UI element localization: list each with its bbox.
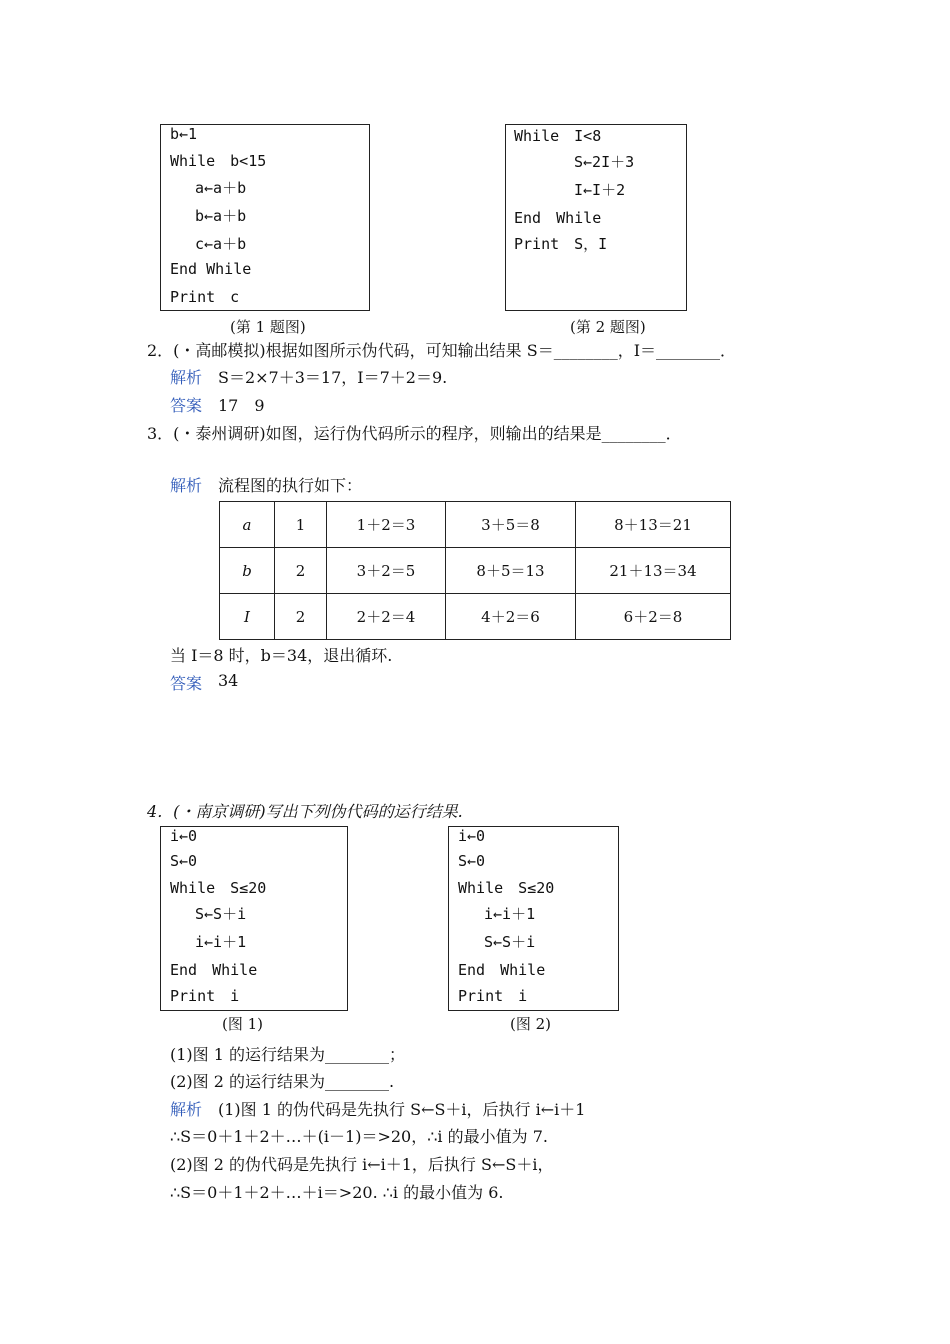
code-line: b←a＋b (195, 207, 247, 225)
code-line: i←0 (458, 827, 486, 845)
question-2: 2．(・高邮模拟)根据如图所示伪代码，可知输出结果 S＝________，I＝________． (147, 341, 737, 360)
code-line: End While (170, 260, 252, 278)
table-cell: 6＋2＝8 (576, 594, 731, 640)
analysis-line: (2)图 2 的伪代码是先执行 i←i＋1，后执行 S←S＋i， (170, 1155, 554, 1174)
code-line: I←I＋2 (574, 181, 626, 199)
table-cell: 2 (275, 548, 327, 594)
table-cell: 4＋2＝6 (446, 594, 576, 640)
code-line: End While (514, 209, 602, 227)
q4-figure-2-caption: (图 2) (510, 1015, 552, 1033)
code-line: S←0 (170, 852, 198, 870)
code-line: While S≤20 (170, 879, 267, 897)
code-line: End While (458, 961, 546, 979)
code-line: End While (170, 961, 258, 979)
table-row (220, 548, 731, 594)
analysis-label: 解析 (170, 476, 203, 495)
code-line: S←0 (458, 852, 486, 870)
part-1-prompt: (1)图 1 的运行结果为________； (170, 1045, 406, 1064)
code-line: Print c (170, 288, 240, 306)
table-row (220, 502, 731, 548)
table-cell: a (220, 502, 275, 548)
analysis-text: 流程图的执行如下： (218, 476, 363, 495)
analysis-line: (1)图 1 的伪代码是先执行 S←S＋i，后执行 i←i＋1 (218, 1100, 586, 1119)
figure-2-caption: (第 2 题图) (570, 318, 646, 336)
analysis-line: ∴S＝0＋1＋2＋…＋i＝>20. ∴i 的最小值为 6. (170, 1183, 504, 1202)
table-cell: 1＋2＝3 (327, 502, 446, 548)
answer-label: 答案 (170, 674, 203, 693)
code-line: While S≤20 (458, 879, 555, 897)
code-line: b←1 (170, 125, 198, 143)
code-line: i←i＋1 (195, 933, 247, 951)
table-cell: 3＋2＝5 (327, 548, 446, 594)
table-cell: 21＋13＝34 (576, 548, 731, 594)
table-cell: 8＋5＝13 (446, 548, 576, 594)
code-line: S←2I＋3 (574, 153, 635, 171)
table-cell: I (220, 594, 275, 640)
execution-trace-table (219, 501, 731, 640)
analysis-label: 解析 (170, 1100, 203, 1119)
table-cell: 2 (275, 594, 327, 640)
code-line: S←S＋i (484, 933, 536, 951)
table-cell: 2＋2＝4 (327, 594, 446, 640)
figure-1-caption: (第 1 题图) (230, 318, 306, 336)
table-cell: 1 (275, 502, 327, 548)
code-line: S←S＋i (195, 905, 247, 923)
code-line: i←i＋1 (484, 905, 536, 923)
answer-text: 34 (218, 671, 239, 690)
conclusion-text: 当 I＝8 时，b＝34，退出循环. (170, 646, 393, 665)
analysis-line: ∴S＝0＋1＋2＋…＋(i－1)＝>20，∴i 的最小值为 7. (170, 1127, 548, 1146)
code-line: Print i (170, 987, 240, 1005)
table-row (220, 594, 731, 640)
code-line: i←0 (170, 827, 198, 845)
code-line: Print i (458, 987, 528, 1005)
question-4: 4．(・南京调研)写出下列伪代码的运行结果. (147, 802, 463, 821)
analysis-text: S＝2×7＋3＝17，I＝7＋2＝9. (218, 368, 448, 387)
code-line: c←a＋b (195, 235, 247, 253)
table-cell: 8＋13＝21 (576, 502, 731, 548)
answer-text: 17 9 (218, 396, 265, 415)
answer-label: 答案 (170, 396, 203, 415)
code-line: While I<8 (514, 127, 602, 145)
analysis-label: 解析 (170, 368, 203, 387)
table-cell: b (220, 548, 275, 594)
code-line: Print S，I (514, 235, 608, 253)
code-line: While b<15 (170, 152, 267, 170)
part-2-prompt: (2)图 2 的运行结果为________. (170, 1072, 395, 1091)
code-line: a←a＋b (195, 179, 247, 197)
table-cell: 3＋5＝8 (446, 502, 576, 548)
q4-figure-1-caption: (图 1) (222, 1015, 264, 1033)
question-3: 3．(・泰州调研)如图，运行伪代码所示的程序，则输出的结果是________． (147, 424, 682, 443)
